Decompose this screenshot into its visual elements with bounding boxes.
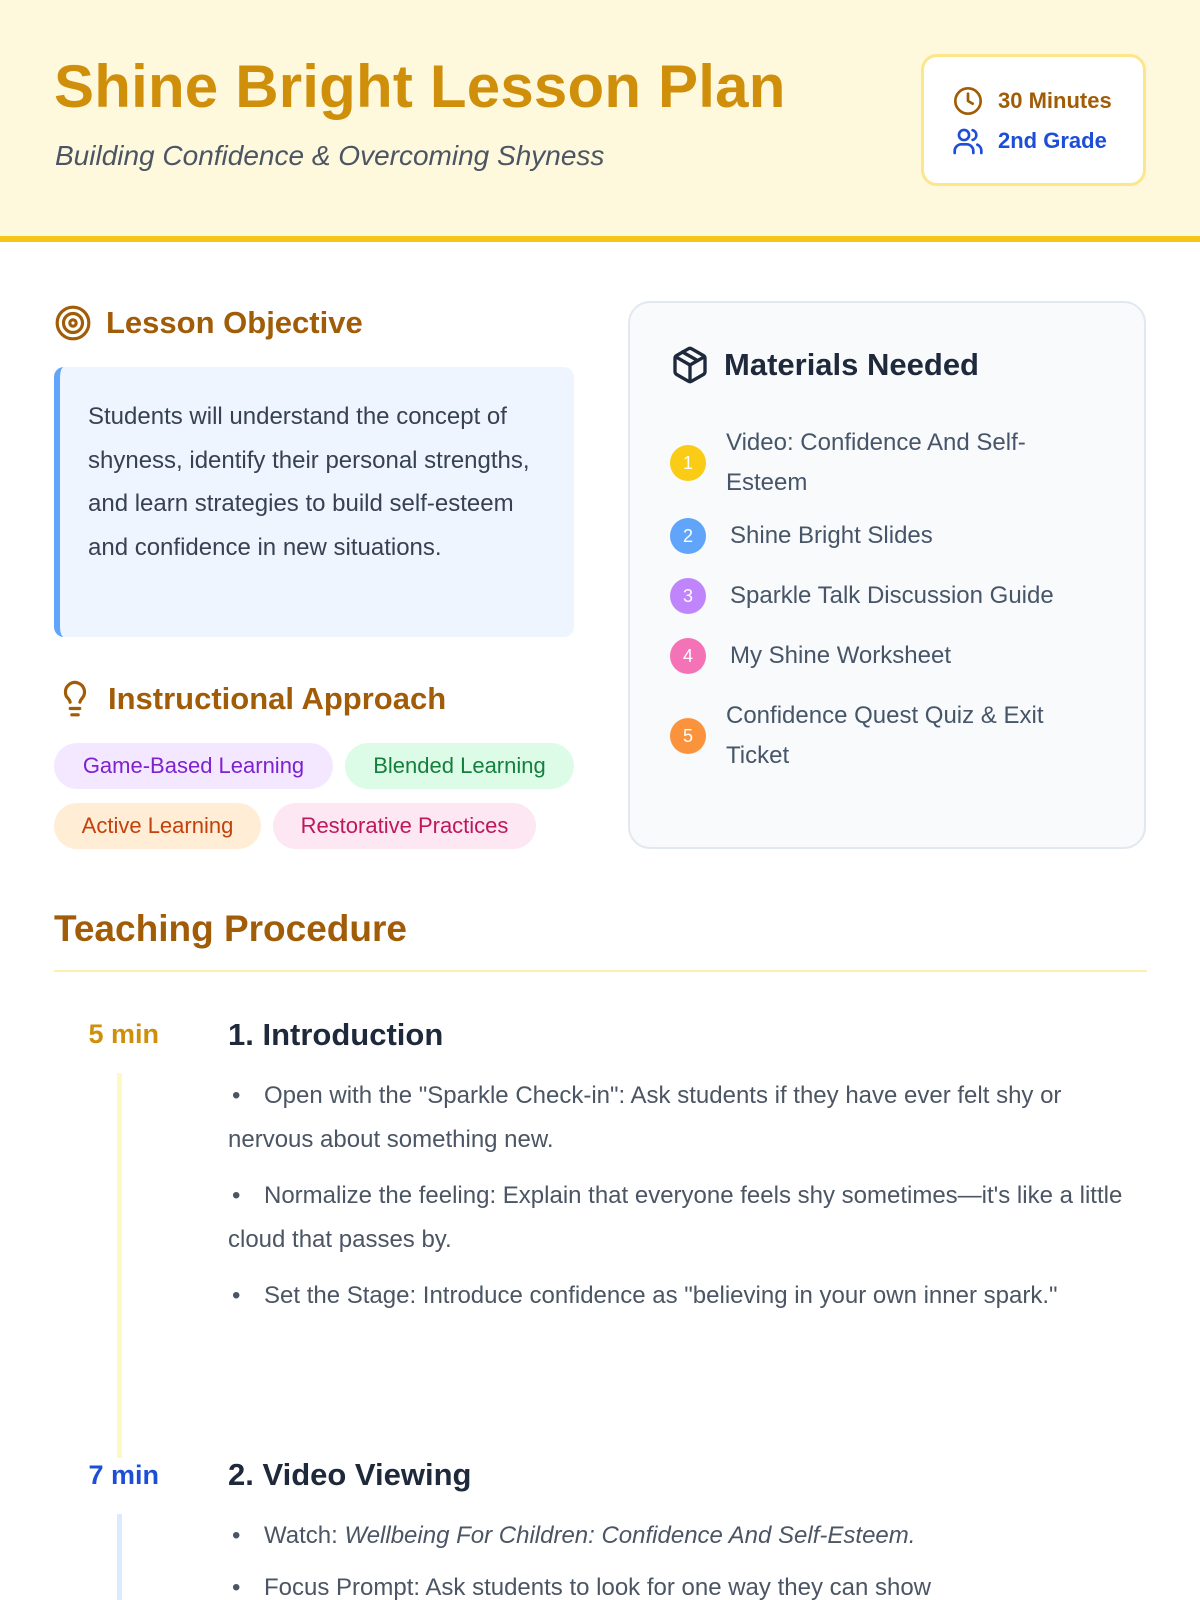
material-item	[670, 636, 951, 676]
step-bullet-prefix: Watch:	[264, 1522, 345, 1549]
step-bullet	[228, 1514, 1138, 1558]
step-bullet-text: Open with the "Sparkle Check-in": Ask students if they have ever felt shy or nervous about something new.	[228, 1082, 1062, 1153]
grade-row	[952, 124, 1107, 158]
material-item	[670, 696, 1106, 776]
bullet-dot: •	[232, 1082, 241, 1109]
step-bullet-text: Focus Prompt: Ask students to look for one way they can show	[264, 1574, 931, 1600]
material-label: Confidence Quest Quiz & Exit Ticket	[726, 702, 1044, 769]
duration-row	[952, 84, 1112, 118]
approach-tag: Active Learning	[54, 803, 261, 849]
duration-label: 30 Minutes	[998, 88, 1112, 113]
procedure-heading: Teaching Procedure	[54, 908, 407, 949]
material-number-badge: 3	[670, 578, 706, 614]
bullet-dot: •	[232, 1574, 241, 1600]
material-number-badge: 1	[670, 445, 706, 481]
materials-card	[628, 301, 1146, 849]
material-number-badge: 4	[670, 638, 706, 674]
lesson-meta-card	[921, 54, 1146, 186]
step-title: 1. Introduction	[228, 1017, 444, 1052]
material-item	[670, 516, 933, 556]
step-bullet-text: Normalize the feeling: Explain that everyone feels shy sometimes—it's like a little cloud that passes by.	[228, 1182, 1123, 1253]
step-bullet	[228, 1074, 1138, 1161]
step-duration: 7 min	[88, 1460, 159, 1490]
material-item	[670, 423, 1106, 503]
step-timeline-bar	[117, 1073, 122, 1458]
material-item	[670, 576, 1054, 616]
lightbulb-icon	[56, 680, 94, 718]
approach-tag: Restorative Practices	[273, 803, 536, 849]
material-label: My Shine Worksheet	[730, 642, 951, 669]
step-title: 2. Video Viewing	[228, 1457, 472, 1492]
approach-heading-label: Instructional Approach	[108, 681, 447, 716]
objective-text: Students will understand the concept of shyness, identify their personal strengths, and learn strategies to build self-esteem and confidence in new situations.	[88, 403, 530, 561]
users-icon	[952, 125, 984, 157]
page-title: Shine Bright Lesson Plan	[54, 53, 786, 120]
bullet-dot: •	[232, 1182, 241, 1209]
step-timeline-bar	[117, 1514, 122, 1600]
header	[0, 0, 1200, 242]
target-icon	[54, 304, 92, 342]
material-number-badge: 5	[670, 718, 706, 754]
objective-heading-label: Lesson Objective	[106, 305, 363, 340]
materials-heading	[670, 345, 979, 385]
approach-tag: Game-Based Learning	[54, 743, 333, 789]
objective-box	[54, 367, 574, 637]
step-bullet	[228, 1174, 1138, 1261]
material-label: Shine Bright Slides	[730, 522, 933, 549]
material-label: Video: Confidence And Self-Esteem	[726, 429, 1026, 496]
page-subtitle: Building Confidence & Overcoming Shyness	[55, 140, 605, 171]
objective-heading	[54, 304, 363, 342]
approach-tag: Blended Learning	[345, 743, 574, 789]
bullet-dot: •	[232, 1522, 241, 1549]
material-label: Sparkle Talk Discussion Guide	[730, 582, 1054, 609]
step-duration: 5 min	[88, 1019, 159, 1049]
bullet-dot: •	[232, 1282, 241, 1309]
step-bullet-text: Set the Stage: Introduce confidence as "believing in your own inner spark."	[264, 1282, 1058, 1309]
clock-icon	[952, 85, 984, 117]
materials-heading-label: Materials Needed	[724, 347, 979, 382]
procedure-divider	[54, 970, 1147, 972]
video-title: Wellbeing For Children: Confidence And Self-Esteem.	[344, 1522, 916, 1549]
package-icon	[670, 345, 710, 385]
approach-heading	[56, 680, 446, 718]
step-bullet	[228, 1274, 1138, 1318]
step-bullet	[228, 1566, 1138, 1600]
grade-label: 2nd Grade	[998, 128, 1107, 153]
material-number-badge: 2	[670, 518, 706, 554]
